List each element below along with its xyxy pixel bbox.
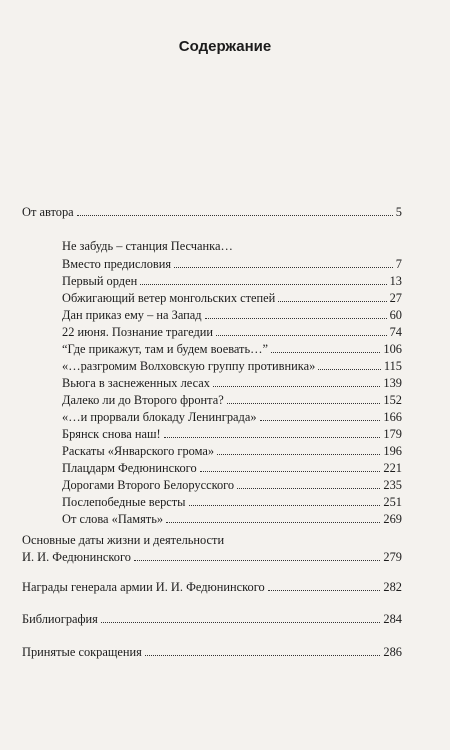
toc-entry <box>62 257 402 271</box>
toc-entry <box>62 444 402 458</box>
dot-leader <box>227 403 381 404</box>
toc-entry-page: 5 <box>395 205 402 219</box>
dot-leader <box>145 655 381 656</box>
toc-entry-title: Вместо предисловия <box>62 257 172 271</box>
toc-entry-page: 27 <box>389 291 402 305</box>
toc-entry-title: Принятые сокращения <box>22 645 142 659</box>
dot-leader <box>213 386 380 387</box>
toc-entry-title: Не забудь – станция Песчанка… <box>62 239 233 253</box>
toc-entry <box>62 359 402 373</box>
toc-entry <box>22 612 402 626</box>
toc-entry-title: Далеко ли до Второго фронта? <box>62 393 224 407</box>
toc-entry-page: 196 <box>383 444 402 458</box>
toc-entry <box>62 342 402 356</box>
dot-leader <box>77 215 393 216</box>
toc-entry-title: Библиография <box>22 612 98 626</box>
toc-entry-title: Первый орден <box>62 274 138 288</box>
toc-entry-title: Брянск снова наш! <box>62 427 161 441</box>
dot-leader <box>166 522 380 523</box>
toc-entry-page: 179 <box>383 427 402 441</box>
toc-entry <box>62 512 402 526</box>
toc-entry-title: 22 июня. Познание трагедии <box>62 325 214 339</box>
toc-entry-page: 251 <box>383 495 402 509</box>
toc-entry <box>62 376 402 390</box>
dot-leader <box>278 301 386 302</box>
dot-leader <box>237 488 380 489</box>
toc-entry <box>62 325 402 339</box>
toc-entry-page: 269 <box>383 512 402 526</box>
dot-leader <box>260 420 381 421</box>
toc-entry <box>62 478 402 492</box>
dot-leader <box>216 335 387 336</box>
toc-entry-page: 279 <box>383 550 402 564</box>
dot-leader <box>189 505 381 506</box>
dot-leader <box>140 284 386 285</box>
toc-entry-page: 282 <box>383 580 402 594</box>
toc-entry-page: 115 <box>383 359 402 373</box>
toc-entry-title: Вьюга в заснеженных лесах <box>62 376 210 390</box>
dot-leader <box>164 437 381 438</box>
dot-leader <box>200 471 381 472</box>
toc-entry-title: От автора <box>22 205 74 219</box>
toc-entry-page: 74 <box>389 325 402 339</box>
toc-entry-page: 60 <box>389 308 402 322</box>
toc-entry-page: 221 <box>383 461 402 475</box>
toc-entry-page: 166 <box>383 410 402 424</box>
toc-entry <box>62 427 402 441</box>
toc-entry-title: От слова «Память» <box>62 512 164 526</box>
dot-leader <box>318 369 381 370</box>
toc-entry-title: Раскаты «Январского грома» <box>62 444 215 458</box>
toc-entry-title: Награды генерала армии И. И. Федюнинского <box>22 580 265 594</box>
dot-leader <box>101 622 381 623</box>
toc-entry-title: Плацдарм Федюнинского <box>62 461 197 475</box>
toc-entry <box>62 291 402 305</box>
toc-entry-page: 106 <box>383 342 402 356</box>
toc-entry-page: 286 <box>383 645 402 659</box>
toc-entry-title: И. И. Федюнинского <box>22 550 131 564</box>
toc-entry <box>62 461 402 475</box>
dot-leader <box>134 560 380 561</box>
page-title: Содержание <box>178 38 272 55</box>
toc-entry-page: 7 <box>395 257 402 271</box>
toc-entry-title: “Где прикажут, там и будем воевать…” <box>62 342 269 356</box>
dot-leader <box>174 267 393 268</box>
toc-entry-title: Дан приказ ему – на Запад <box>62 308 202 322</box>
dot-leader <box>271 352 380 353</box>
toc-entry-title: Послепобедные версты <box>62 495 186 509</box>
toc-entry-title: «…разгромим Волховскую группу противника» <box>62 359 316 373</box>
toc-entry-title: Обжигающий ветер монгольских степей <box>62 291 276 305</box>
toc-entry <box>62 274 402 288</box>
toc-entry-page: 235 <box>383 478 402 492</box>
toc-entry-title: «…и прорвали блокаду Ленинграда» <box>62 410 257 424</box>
toc-entry <box>22 645 402 659</box>
toc-entry <box>62 308 402 322</box>
toc-entry <box>22 550 402 564</box>
toc-entry <box>62 393 402 407</box>
dot-leader <box>217 454 380 455</box>
toc-entry <box>62 495 402 509</box>
toc-entry <box>62 410 402 424</box>
toc-entry-page: 139 <box>383 376 402 390</box>
toc-entry <box>22 580 402 594</box>
toc-entry-page: 13 <box>389 274 402 288</box>
toc-entry-author-foreword <box>22 205 402 219</box>
toc-entry-page: 152 <box>383 393 402 407</box>
dot-leader <box>205 318 387 319</box>
dot-leader <box>268 590 381 591</box>
toc-entry-page: 284 <box>383 612 402 626</box>
toc-entry-title: Дорогами Второго Белорусского <box>62 478 235 492</box>
toc-entry-title: Основные даты жизни и деятельности <box>22 533 225 547</box>
